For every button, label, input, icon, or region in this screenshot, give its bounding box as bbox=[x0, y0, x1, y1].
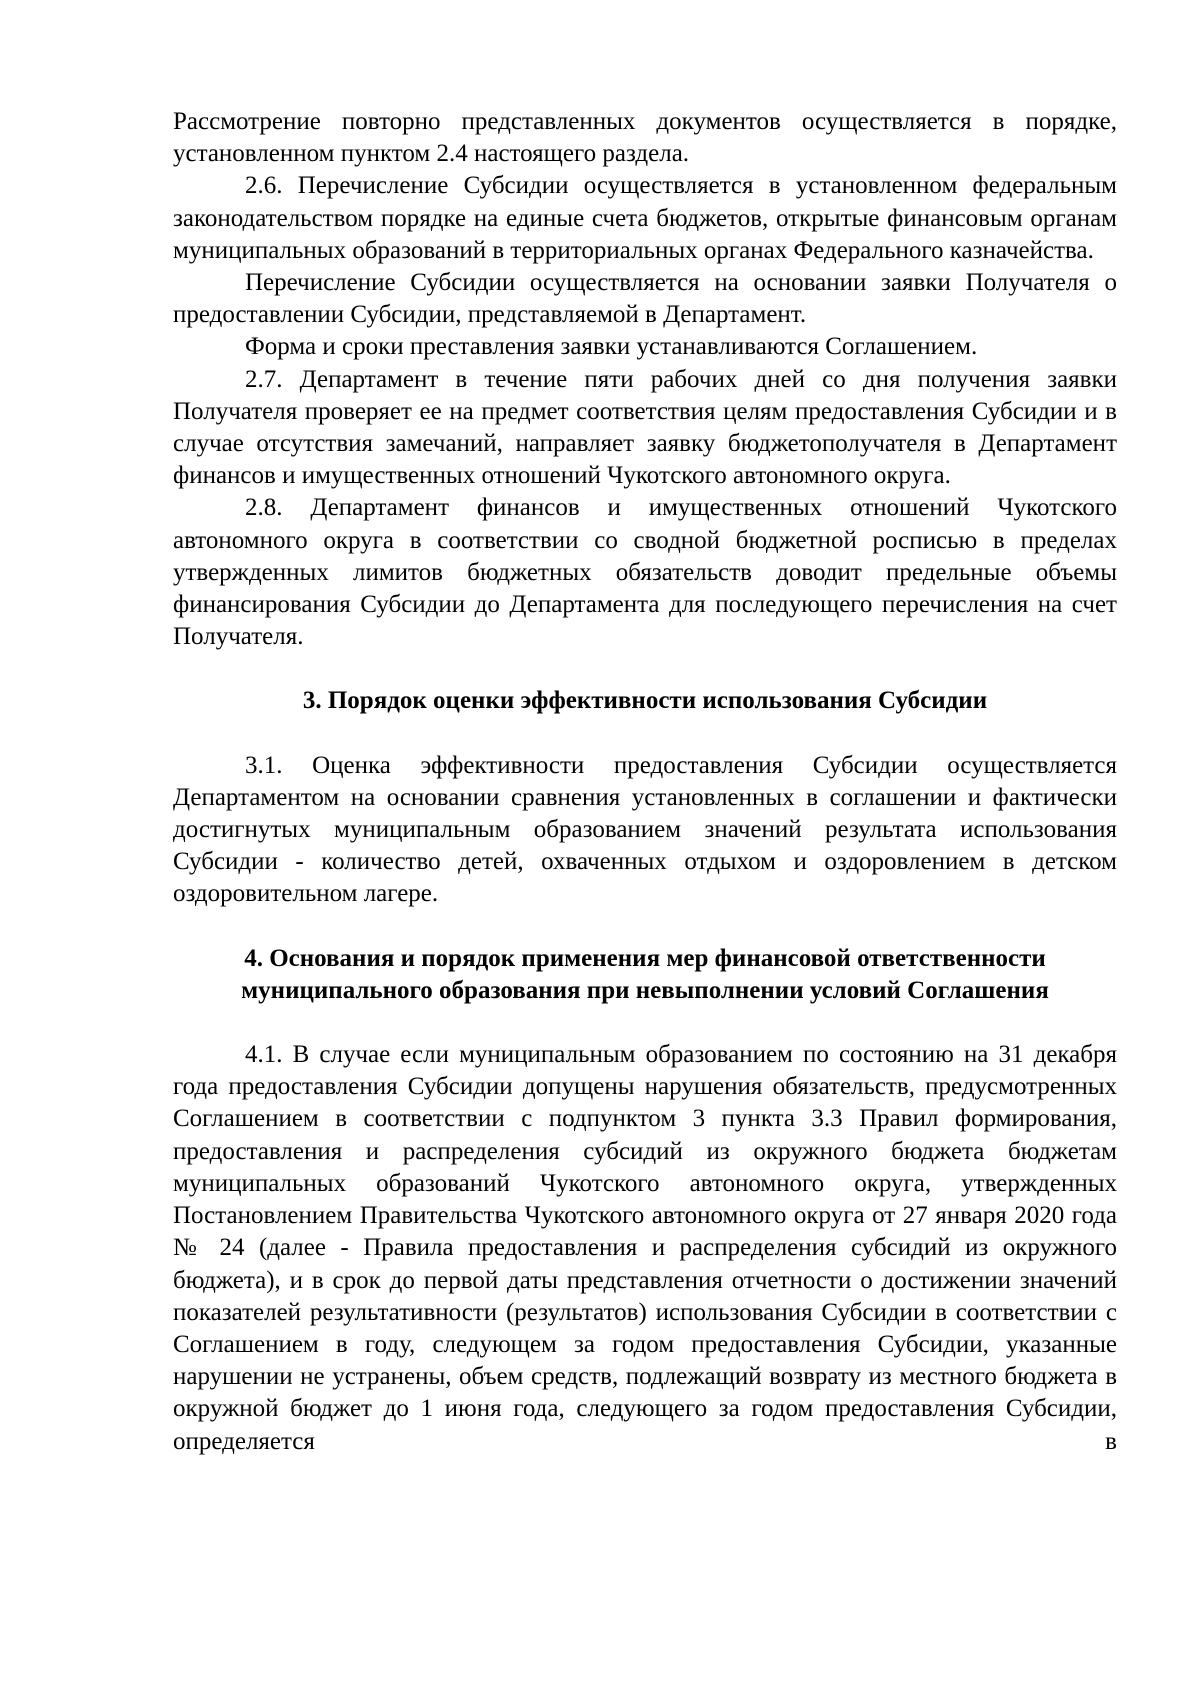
paragraph-4-1: 4.1. В случае если муниципальным образованием по состоянию на 31 декабря года предоставления Субсидии допущены нарушения обязательств, предусмотренных Соглашением в соответствии с подпунктом 3 пункта 3.3 Правил формирования, предоставления и распределения субсидий из окружного бюджета бюджетам муниципальных образований Чукотского автономного округа, утвержденных Постановлением Правительства Чукотского автономного округа от 27 января 2020 года № 24 (далее - Правила предоставления и распределения субсидий из окружного бюджета), и в срок до первой даты представления отчетности о достижении значений показателей результативности (результатов) использования Субсидии в соответствии с Соглашением в году, следующем за годом предоставления Субсидии, указанные нарушении не устранены, объем средств, подлежащий возврату из местного бюджета в окружной бюджет до 1 июня года, следующего за годом предоставления Субсидии, определяется в bbox=[173, 1041, 1117, 1455]
paragraph-application-form: Форма и сроки преставления заявки устанавливаются Соглашением. bbox=[245, 333, 978, 361]
paragraph-2-7: 2.7. Департамент в течение пяти рабочих дней со дня получения заявки Получателя проверяет ее на предмет соответствия целям предоставления Субсидии и в случае отсутствия замечаний, направляет заявку бюджетополучателя в Департамент финансов и имущественных отношений Чукотского автономного округа. bbox=[173, 365, 1117, 490]
section-4-heading bbox=[173, 943, 1117, 1007]
paragraph-3-1: 3.1. Оценка эффективности предоставления Субсидии осуществляется Департаментом на основании сравнения установленных в соглашении и фактически достигнутых муниципальным образованием значений результата использования Субсидии - количество детей, охваченных отдыхом и оздоровлением в детском оздоровительном лагере. bbox=[173, 751, 1117, 908]
paragraph-review-documents: Рассмотрение повторно представленных документов осуществляется в порядке, установленном пунктом 2.4 настоящего раздела. bbox=[173, 108, 1117, 168]
section-4-heading-line-1: 4. Основания и порядок применения мер финансовой ответственности bbox=[244, 944, 1046, 972]
section-3-heading: 3. Порядок оценки эффективности использования Субсидии bbox=[302, 687, 988, 715]
paragraph-2-8: 2.8. Департамент финансов и имущественных отношений Чукотского автономного округа в соответствии со сводной бюджетной росписью в пределах утвержденных лимитов бюджетных обязательств доводит предельные объемы финансирования Субсидии до Департамента для последующего перечисления на счет Получателя. bbox=[173, 494, 1117, 651]
paragraph-transfer-basis: Перечисление Субсидии осуществляется на основании заявки Получателя о предоставлении Субсидии, представляемой в Департамент. bbox=[173, 269, 1117, 329]
section-4-heading-line-2: муниципального образования при невыполнении условий Соглашения bbox=[241, 976, 1049, 1004]
paragraph-2-6: 2.6. Перечисление Субсидии осуществляется в установленном федеральным законодательством порядке на единые счета бюджетов, открытые финансовым органам муниципальных образований в территориальных органах Федерального казначейства. bbox=[173, 172, 1117, 264]
